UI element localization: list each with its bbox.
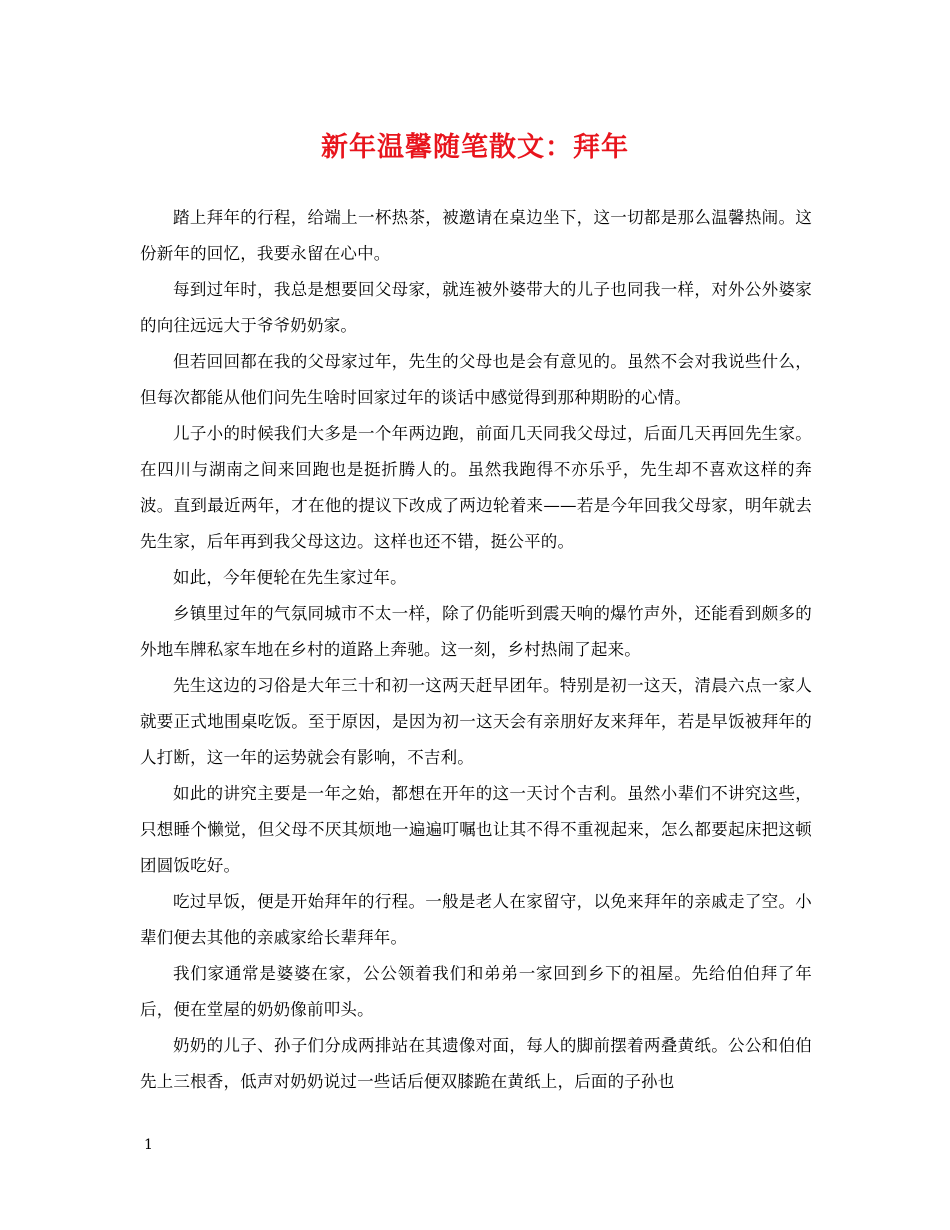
paragraph-7: 先生这边的习俗是大年三十和初一这两天赶早团年。特别是初一这天，清晨六点一家人就要正式地围桌吃饭。至于原因，是因为初一这天会有亲朋好友来拜年，若是早饭被拜年的人打断，这一年的运势就会有影响，不吉利。 xyxy=(140,676,812,767)
paragraph-5: 如此，今年便轮在先生家过年。 xyxy=(173,568,407,587)
document-body xyxy=(140,200,812,1100)
paragraph-3: 但若回回都在我的父母家过年，先生的父母也是会有意见的。虽然不会对我说些什么，但每次都能从他们问先生啥时回家过年的谈话中感觉得到那种期盼的心情。 xyxy=(140,352,812,407)
paragraph-4: 儿子小的时候我们大多是一个年两边跑，前面几天同我父母过，后面几天再回先生家。在四川与湖南之间来回跑也是挺折腾人的。虽然我跑得不亦乐乎，先生却不喜欢这样的奔波。直到最近两年，才在他的提议下改成了两边轮着来——若是今年回我父母家，明年就去先生家，后年再到我父母这边。这样也还不错，挺公平的。 xyxy=(140,424,812,551)
paragraph-2: 每到过年时，我总是想要回父母家，就连被外婆带大的儿子也同我一样，对外公外婆家的向往远远大于爷爷奶奶家。 xyxy=(140,280,812,335)
paragraph-8: 如此的讲究主要是一年之始，都想在开年的这一天讨个吉利。虽然小辈们不讲究这些，只想睡个懒觉，但父母不厌其烦地一遍遍叮嘱也让其不得不重视起来，怎么都要起床把这顿团圆饭吃好。 xyxy=(140,784,812,875)
document-title: 新年温馨随笔散文：拜年 xyxy=(321,132,629,163)
paragraph-10: 我们家通常是婆婆在家，公公领着我们和弟弟一家回到乡下的祖屋。先给伯伯拜了年后，便在堂屋的奶奶像前叩头。 xyxy=(140,964,812,1019)
paragraph-9: 吃过早饭，便是开始拜年的行程。一般是老人在家留守，以免来拜年的亲戚走了空。小辈们便去其他的亲戚家给长辈拜年。 xyxy=(140,892,812,947)
paragraph-11: 奶奶的儿子、孙子们分成两排站在其遗像对面，每人的脚前摆着两叠黄纸。公公和伯伯先上三根香，低声对奶奶说过一些话后便双膝跪在黄纸上，后面的子孙也 xyxy=(140,1036,812,1091)
paragraph-6: 乡镇里过年的气氛同城市不太一样，除了仍能听到震天响的爆竹声外，还能看到颇多的外地车牌私家车地在乡村的道路上奔驰。这一刻，乡村热闹了起来。 xyxy=(140,604,812,659)
paragraph-1: 踏上拜年的行程，给端上一杯热茶，被邀请在桌边坐下，这一切都是那么温馨热闹。这份新年的回忆，我要永留在心中。 xyxy=(140,208,812,263)
page-number: 1 xyxy=(144,1137,153,1153)
